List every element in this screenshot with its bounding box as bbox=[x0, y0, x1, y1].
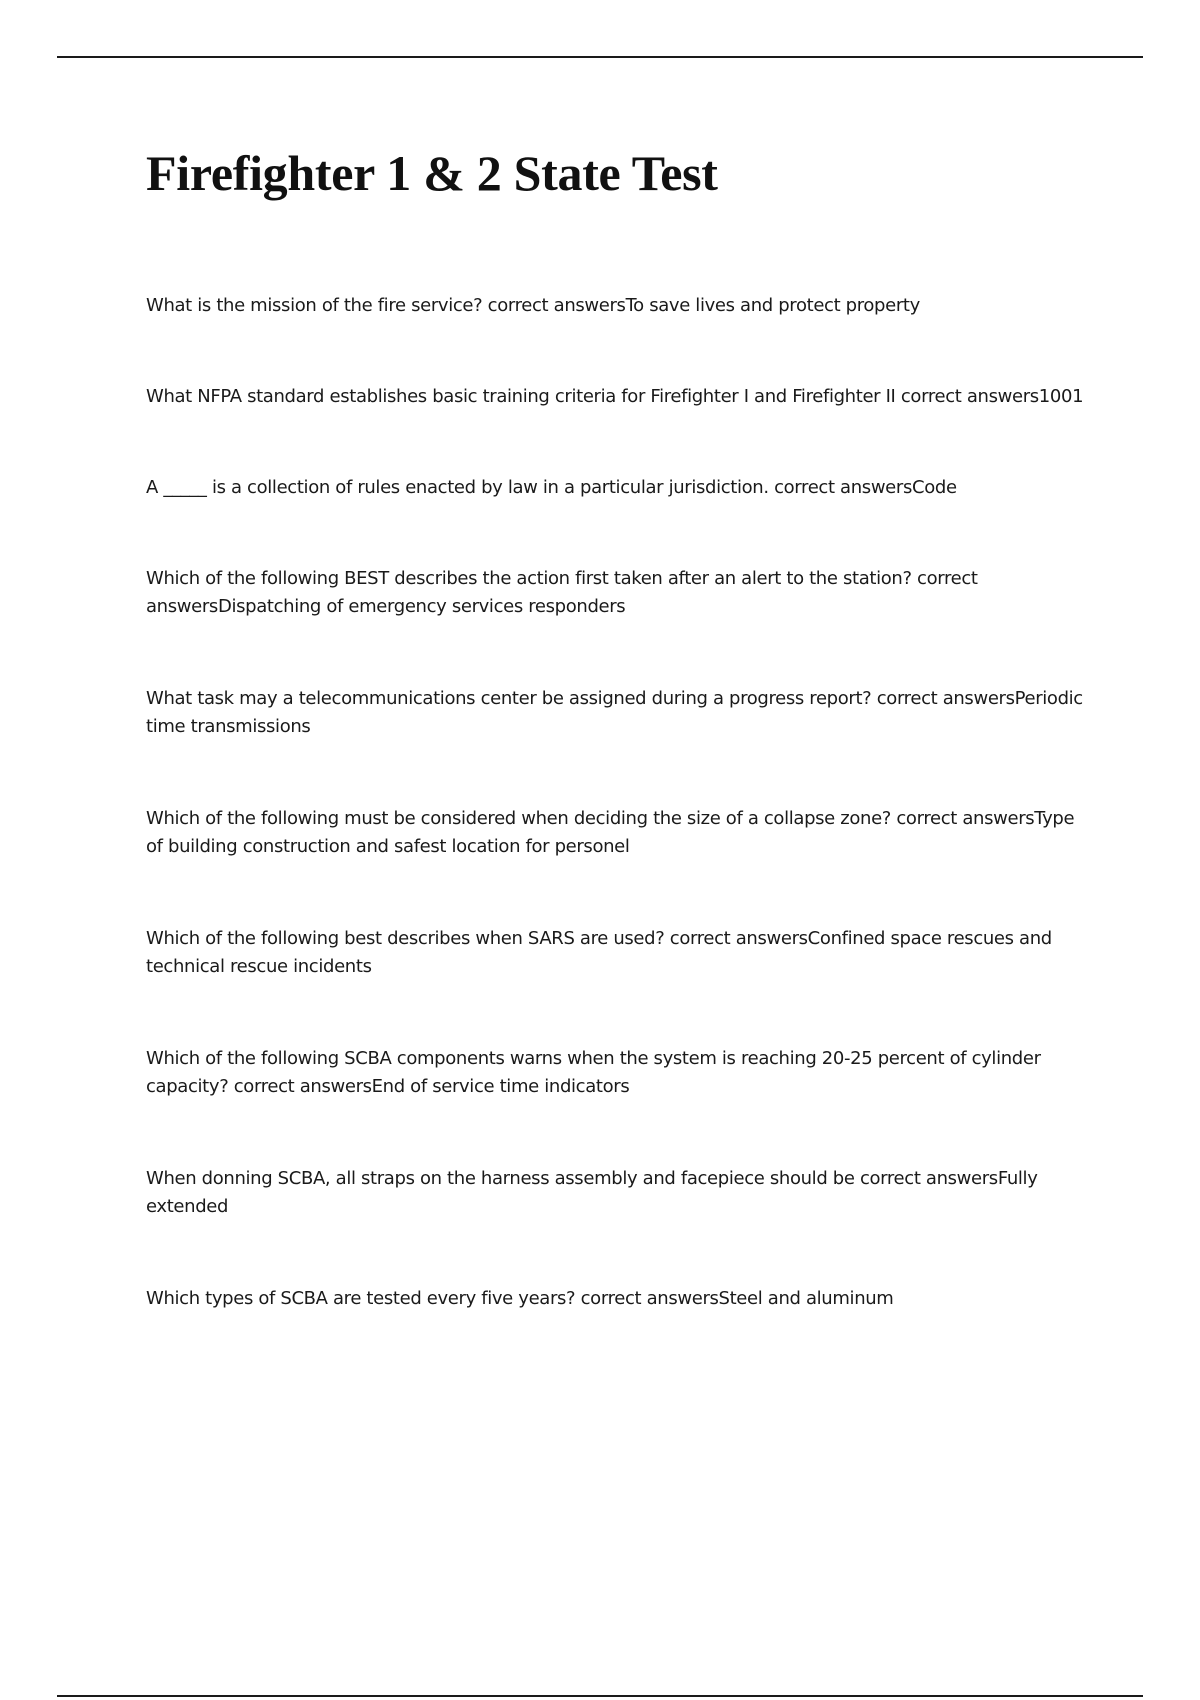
question-answer-item: What is the mission of the fire service? correct answersTo save lives and protect property bbox=[146, 295, 920, 316]
question-answer-item: When donning SCBA, all straps on the harness assembly and facepiece should be correct answersFully extended bbox=[146, 1167, 1038, 1217]
question-answer-item: Which types of SCBA are tested every five years? correct answersSteel and aluminum bbox=[146, 1287, 894, 1309]
question-answer-item: Which of the following best describes when SARS are used? correct answersConfined space rescues and technical rescue incidents bbox=[146, 927, 1052, 977]
document-title: Firefighter 1 & 2 State Test bbox=[146, 145, 718, 201]
question-answer-item: What task may a telecommunications center be assigned during a progress report? correct answersPeriodic time transmissions bbox=[146, 687, 1083, 737]
question-answer-item: Which of the following must be considered when deciding the size of a collapse zone? correct answersType of building construction and safest location for personel bbox=[146, 807, 1075, 857]
question-answer-item: Which of the following SCBA components warns when the system is reaching 20-25 percent of cylinder capacity? correct answersEnd of service time indicators bbox=[146, 1047, 1041, 1097]
question-answer-item: Which of the following BEST describes the action first taken after an alert to the station? correct answersDispatching of emergency services responders bbox=[146, 567, 978, 617]
header-rule bbox=[57, 56, 1143, 58]
question-answer-item: A _____ is a collection of rules enacted by law in a particular jurisdiction. correct answersCode bbox=[146, 477, 957, 498]
question-answer-item: What NFPA standard establishes basic training criteria for Firefighter I and Firefighter II correct answers1001 bbox=[146, 385, 1084, 407]
footer-rule bbox=[57, 1695, 1143, 1697]
question-answer-list bbox=[146, 292, 1086, 1375]
